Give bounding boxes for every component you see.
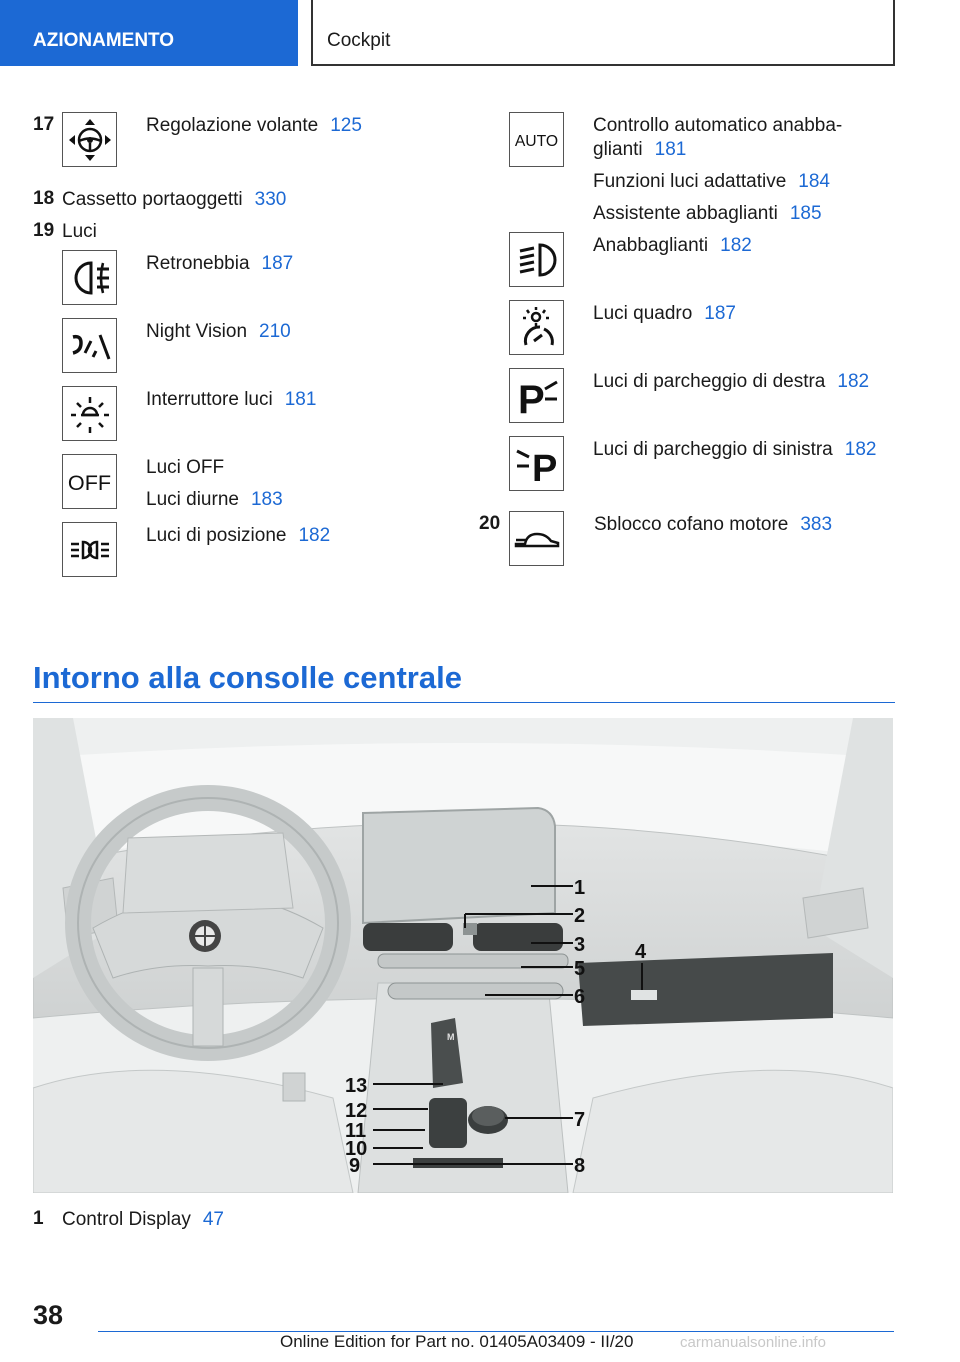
instrument-lights-icon	[509, 300, 564, 355]
callout-5: 5	[574, 958, 586, 980]
item-daytime-lights: Luci diurne 183	[146, 489, 283, 510]
callout-6: 6	[574, 986, 586, 1008]
page-ref-link[interactable]: 181	[654, 139, 687, 160]
page-ref-link[interactable]: 182	[298, 525, 331, 546]
parking-p-label: P	[517, 377, 545, 419]
parking-light-right-icon	[509, 368, 564, 423]
light-switch-icon	[62, 386, 117, 441]
low-beam-icon	[509, 232, 564, 287]
page-header	[0, 0, 960, 66]
page-ref-link[interactable]: 383	[800, 514, 833, 535]
page-ref-link[interactable]: 187	[704, 303, 736, 324]
page-ref-link[interactable]: 182	[720, 235, 752, 256]
item-number-19: 19	[33, 220, 55, 241]
callout-13: 13	[345, 1075, 368, 1097]
callout-3: 3	[574, 934, 586, 956]
item-night-vision: Night Vision 210	[146, 321, 291, 342]
item-position-lights: Luci di posizione 182	[146, 525, 331, 546]
item-number-17: 17	[33, 114, 55, 135]
item-light-switch: Interruttore luci 181	[146, 389, 317, 410]
page-ref-link[interactable]: 125	[330, 115, 362, 136]
m-badge: M	[447, 1032, 455, 1042]
page-ref-link[interactable]: 185	[789, 203, 822, 224]
item-number-18: 18	[33, 188, 55, 209]
cockpit-illustration	[33, 718, 893, 1193]
off-label: OFF	[67, 469, 112, 495]
item-parking-right: Luci di parcheggio di destra 182	[593, 371, 870, 392]
lights-off-icon	[62, 454, 117, 509]
hood-release-icon	[509, 511, 564, 566]
caption-control-display: Control Display 47	[62, 1209, 224, 1230]
item-instrument-lights: Luci quadro 187	[593, 303, 736, 324]
page-ref-link[interactable]: 181	[284, 389, 317, 410]
watermark: carmanualsonline.info	[680, 1334, 826, 1351]
item-hood-release: Sblocco cofano motore 383	[594, 514, 833, 535]
section-heading: Intorno alla consolle centrale	[33, 660, 462, 695]
callout-9: 9	[349, 1155, 361, 1177]
item-number-20: 20	[479, 513, 501, 534]
page-ref-link[interactable]: 210	[259, 321, 291, 342]
item-steering-adjust: Regolazione volante 125	[146, 115, 362, 136]
callout-12: 12	[345, 1100, 368, 1122]
page-number: 38	[33, 1300, 64, 1330]
callout-7: 7	[574, 1109, 586, 1131]
item-lights-off: Luci OFF	[146, 457, 225, 478]
item-lights: Luci	[62, 221, 97, 242]
callout-2: 2	[574, 905, 586, 927]
item-high-beam-assist: Assistente abbaglianti 185	[593, 203, 822, 224]
callout-4: 4	[635, 941, 647, 963]
position-lights-icon	[62, 522, 117, 577]
callouts	[33, 718, 893, 1193]
page-ref-link[interactable]: 183	[250, 489, 283, 510]
item-parking-left: Luci di parcheggio di sinistra 182	[593, 439, 877, 460]
page-ref-link[interactable]: 184	[798, 171, 830, 192]
section-divider	[33, 702, 895, 703]
page-ref-link[interactable]: 330	[254, 189, 287, 210]
callout-8: 8	[574, 1155, 586, 1177]
night-vision-icon	[62, 318, 117, 373]
chapter-title: Cockpit	[311, 0, 895, 66]
item-auto-low-beam: Controllo automatico anabba- glianti 181	[593, 115, 843, 160]
item-low-beam: Anabbaglianti 182	[593, 235, 752, 256]
item-glovebox: Cassetto portaoggetti 330	[62, 189, 287, 210]
callout-10: 10	[345, 1138, 368, 1160]
steering-adjust-icon	[62, 112, 117, 167]
rear-fog-light-icon	[62, 250, 117, 305]
parking-p-label: P	[531, 447, 557, 487]
item-adaptive-lights: Funzioni luci adattative 184	[593, 171, 830, 192]
page-ref-link[interactable]: 182	[844, 439, 877, 460]
section-tab: AZIONAMENTO	[0, 0, 298, 66]
page-ref-link[interactable]: 182	[837, 371, 870, 392]
callout-11: 11	[345, 1120, 367, 1142]
auto-label: AUTO	[514, 132, 559, 150]
page-ref-link[interactable]: 47	[202, 1209, 224, 1230]
item-rear-fog: Retronebbia 187	[146, 253, 294, 274]
callout-1: 1	[574, 877, 586, 899]
page-ref-link[interactable]: 187	[261, 253, 294, 274]
parking-light-left-icon	[509, 436, 564, 491]
caption-number: 1	[33, 1208, 44, 1229]
footer-edition: Online Edition for Part no. 01405A03409 - II/20	[280, 1332, 634, 1351]
auto-headlight-icon	[509, 112, 564, 167]
